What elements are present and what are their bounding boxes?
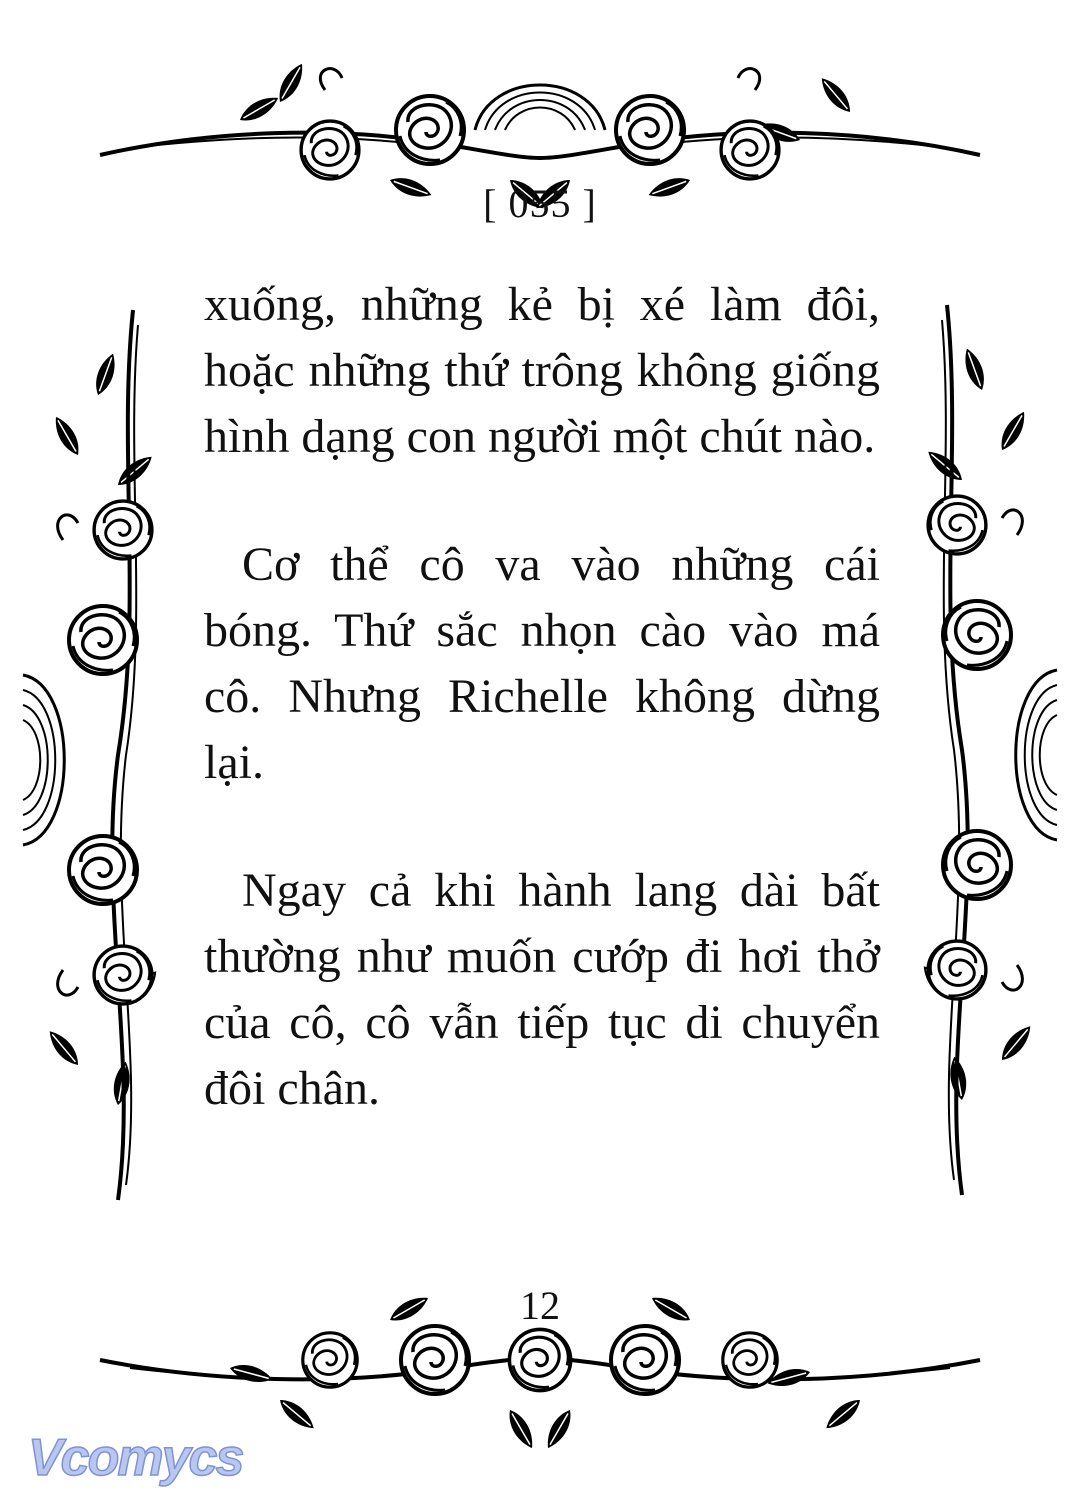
story-text <box>204 272 880 1184</box>
chapter-number: [ 055 ] <box>483 181 597 226</box>
rose-vine-vertical-ornament-right <box>897 300 1062 1200</box>
paragraph-1: xuống, những kẻ bị xé làm đôi, hoặc những thứ trông không giống hình dạng con người một chút nào. <box>204 278 880 463</box>
rose-vine-vertical-ornament-left <box>18 305 183 1205</box>
paragraph-2: Cơ thể cô va vào những cái bóng. Thứ sắc nhọn cào vào má cô. Nhưng Richelle không dừng lại. <box>204 538 880 789</box>
watermark-logo: Vcomycs <box>28 1429 243 1487</box>
page-number: 12 <box>520 1283 560 1328</box>
paragraph-3: Ngay cả khi hành lang dài bất thường như muốn cướp đi hơi thở của cô, cô vẫn tiếp tục di chuyển đôi chân. <box>204 864 880 1115</box>
